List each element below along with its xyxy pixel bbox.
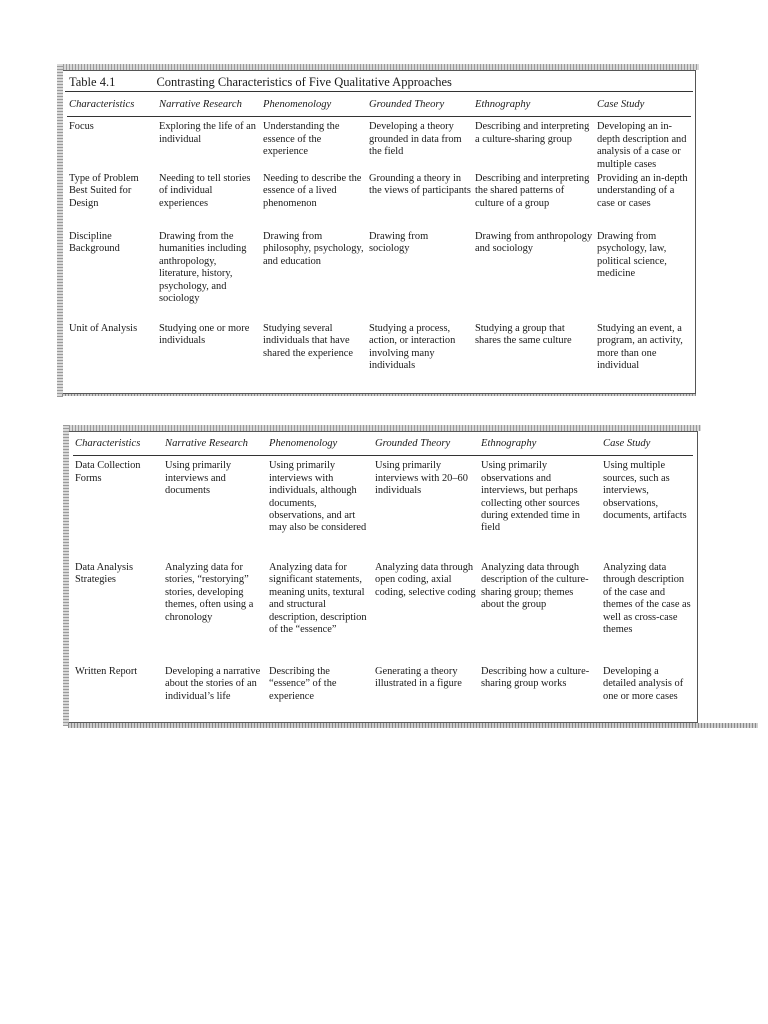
table-cell: Using multiple sources, such as interviews, observations, documents, artifacts [603,460,687,522]
table-cell: Drawing from sociology [369,230,429,255]
table-row [73,666,693,722]
col-header-characteristics: Characteristics [73,434,163,456]
col-header-grounded-theory: Grounded Theory [367,95,473,117]
col-header-ethnography: Ethnography [479,434,601,456]
table-cell: Generating a theory illustrated in a figure [375,665,462,690]
approaches-table-part-2 [73,434,693,722]
table-cell: Grounding a theory in the views of participants [369,172,471,197]
table-cell: Describing and interpreting a culture-sharing group [475,121,590,145]
table-cell: Needing to describe the essence of a lived phenomenon [263,172,362,209]
table-title [69,75,452,90]
table-cell: Studying one or more individuals [159,322,250,347]
table-number: Table 4.1 [69,75,116,89]
table-cell: Exploring the life of an individual [159,121,256,145]
header-row [67,95,691,117]
table-row [73,456,693,562]
table-cell: Analyzing data for significant statements, meaning units, textural and structural description, description of the “essence” [269,561,367,635]
table-cell: Analyzing data for stories, “restorying” stories, developing themes, often using a chronology [165,561,254,623]
scan-edge [62,394,696,396]
table-scan-part-1 [62,70,696,394]
col-header-case-study: Case Study [601,434,693,456]
table-cell: Providing an in-depth understanding of a case or cases [597,172,688,209]
scan-edge [68,723,758,728]
table-cell: Developing a narrative about the stories of an individual’s life [165,665,261,702]
table-cell: Analyzing data through open coding, axial coding, selective coding [375,561,476,598]
table-cell: Using primarily interviews with individuals, although documents, observations, and art may also be considered [269,460,367,534]
table-cell: Using primarily observations and interviews, but perhaps collecting other sources during extended time in field [481,460,580,534]
table-row [73,562,693,666]
table-cell: Drawing from anthropology and sociology [475,230,593,255]
col-header-grounded-theory: Grounded Theory [373,434,479,456]
title-rule [65,91,693,92]
col-header-narrative: Narrative Research [163,434,267,456]
row-label: Data Collection Forms [75,460,141,484]
table-cell: Using primarily interviews with 20–60 individuals [375,460,468,497]
table-cell: Describing and interpreting the shared patterns of culture of a group [475,172,590,209]
table-cell: Studying several individuals that have shared the experience [263,322,353,359]
table-scan-part-2 [68,431,698,723]
table-cell: Drawing from psychology, law, political science, medicine [597,230,667,280]
table-cell: Understanding the essence of the experience [263,121,340,158]
table-row [67,117,691,173]
approaches-table-part-1 [67,95,691,385]
table-cell: Using primarily interviews and documents [165,460,232,497]
table-row [67,173,691,231]
col-header-narrative: Narrative Research [157,95,261,117]
row-label: Unit of Analysis [69,322,138,334]
table-cell: Developing a theory grounded in data from the field [369,121,462,158]
table-cell: Developing a detailed analysis of one or more cases [603,665,684,702]
table-caption: Contrasting Characteristics of Five Qualitative Approaches [156,75,452,89]
col-header-phenomenology: Phenomenology [267,434,373,456]
table-cell: Describing how a culture-sharing group works [481,665,590,690]
table-cell: Analyzing data through description of the case and themes of the case as well as cross-case themes [603,561,691,635]
row-label: Data Analysis Strategies [75,561,134,586]
row-label: Type of Problem Best Suited for Design [69,172,139,209]
col-header-ethnography: Ethnography [473,95,595,117]
header-row [73,434,693,456]
table-cell: Studying a process, action, or interaction involving many individuals [369,322,456,372]
row-label: Discipline Background [69,230,120,255]
table-row [67,231,691,323]
col-header-case-study: Case Study [595,95,691,117]
row-label: Written Report [75,665,138,677]
table-cell: Developing an in-depth description and analysis of a case or multiple cases [597,121,687,170]
table-cell: Describing the “essence” of the experience [269,665,337,702]
table-row [67,323,691,385]
table-cell: Analyzing data through description of the culture-sharing group; themes about the group [481,561,589,611]
table-cell: Studying an event, a program, an activity, more than one individual [597,322,683,372]
table-cell: Drawing from philosophy, psychology, and education [263,230,364,267]
table-cell: Drawing from the humanities including anthropology, literature, history, psychology, and sociology [159,230,247,304]
table-cell: Studying a group that shares the same culture [475,322,572,347]
row-label: Focus [69,121,94,133]
col-header-characteristics: Characteristics [67,95,157,117]
col-header-phenomenology: Phenomenology [261,95,367,117]
table-cell: Needing to tell stories of individual experiences [159,172,251,209]
